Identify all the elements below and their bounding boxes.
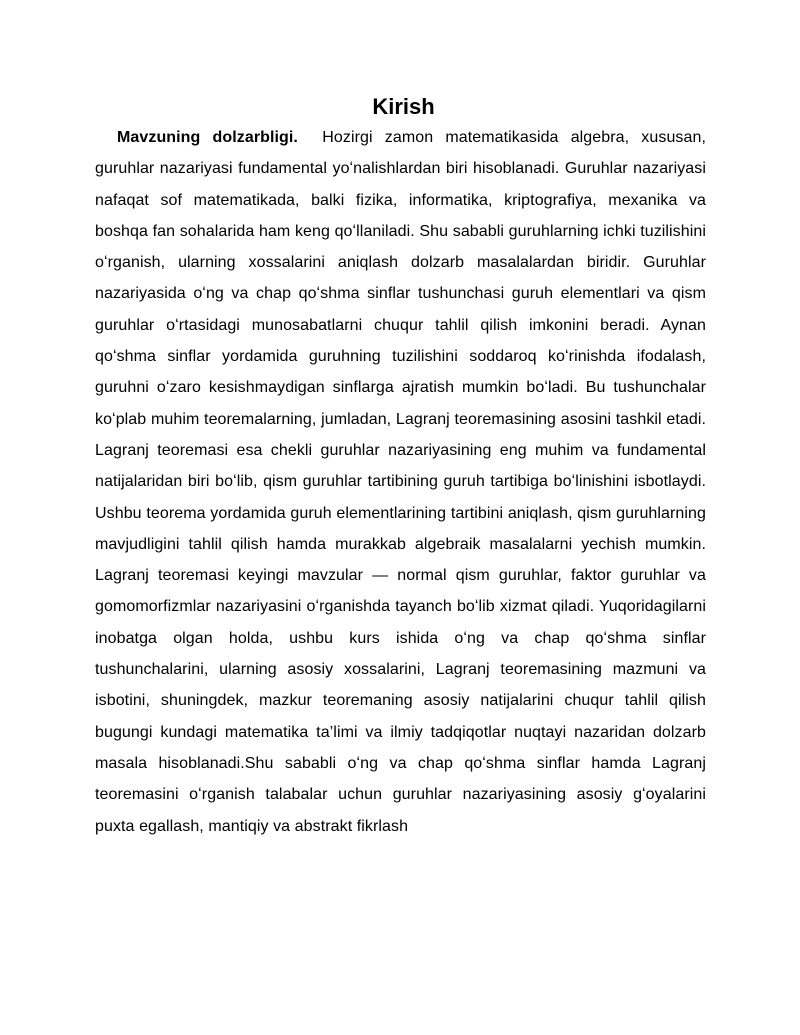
page-title: Kirish (372, 94, 435, 119)
document-page (95, 92, 706, 842)
body-paragraph (95, 122, 706, 842)
section-lead: Mavzuning dolzarbligi. (117, 129, 298, 146)
paragraph-text: Hozirgi zamon matematikasida algebra, xususan, guruhlar nazariyasi fundamental yoʻnalishlardan biri hisoblanadi. Guruhlar nazariyasi nafaqat sof matematikada, balki fizika, informatika, kriptografiya, mexanika va boshqa fan sohalarida ham keng qoʻllaniladi. Shu sababli guruhlarning ichki tuzilishini oʻrganish, ularning xossalarini aniqlash dolzarb masalalardan biridir. Guruhlar nazariyasida oʻng va chap qoʻshma sinflar tushunchasi guruh elementlari va qism guruhlar oʻrtasidagi munosabatlarni chuqur tahlil qilish imkonini beradi. Aynan qoʻshma sinflar yordamida guruhning tuzilishini soddaroq koʻrinishda ifodalash, guruhni oʻzaro kesishmaydigan sinflarga ajratish mumkin boʻladi. Bu tushunchalar koʻplab muhim teoremalarning, jumladan, Lagranj teoremasining asosini tashkil etadi. Lagranj teoremasi esa chekli guruhlar nazariyasining eng muhim va fundamental natijalaridan biri boʻlib, qism guruhlar tartibining guruh tartibiga boʻlinishini isbotlaydi. Ushbu teorema yordamida guruh elementlarining tartibini aniqlash, qism guruhlarning mavjudligini tahlil qilish hamda murakkab algebraik masalalarni yechish mumkin. Lagranj teoremasi keyingi mavzular — normal qism guruhlar, faktor guruhlar va gomomorfizmlar nazariyasini oʻrganishda tayanch boʻlib xizmat qiladi. Yuqoridagilarni inobatga olgan holda, ushbu kurs ishida oʻng va chap qoʻshma sinflar tushunchalarini, ularning asosiy xossalarini, Lagranj teoremasining mazmuni va isbotini, shuningdek, mazkur teoremaning asosiy natijalarini chuqur tahlil qilish bugungi kundagi matematika ta’limi va ilmiy tadqiqotlar nuqtayi nazaridan dolzarb masala hisoblanadi.Shu sababli oʻng va chap qoʻshma sinflar hamda Lagranj teoremasini oʻrganish talabalar uchun guruhlar nazariyasining asosiy gʻoyalarini puxta egallash, mantiqiy va abstrakt fikrlash (95, 129, 706, 835)
